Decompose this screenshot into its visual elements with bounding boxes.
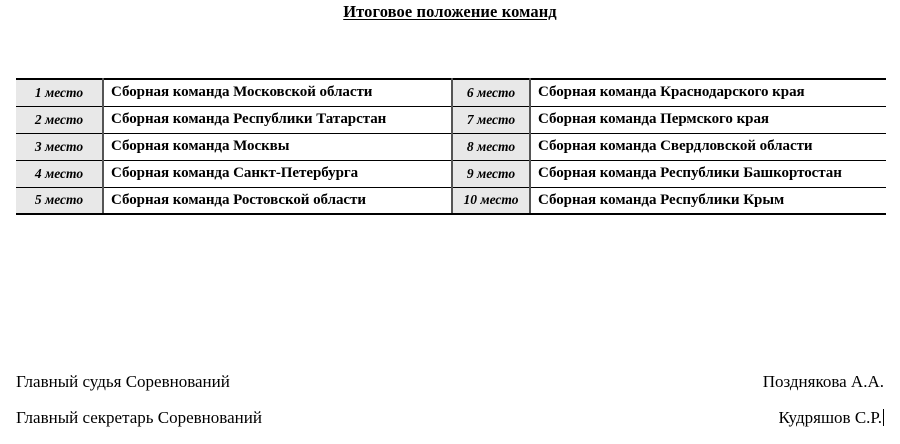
team-name-right: Сборная команда Краснодарского края <box>530 79 886 106</box>
signature-name-text: Кудряшов С.Р. <box>778 408 882 427</box>
table-row <box>16 79 886 106</box>
signature-name: Позднякова А.А. <box>762 372 884 391</box>
signature-block <box>16 372 884 444</box>
table-row <box>16 106 886 133</box>
team-name-right: Сборная команда Республики Крым <box>530 187 886 214</box>
place-label-right: 6 место <box>452 79 530 106</box>
table-row <box>16 133 886 160</box>
place-label-right: 10 место <box>452 187 530 214</box>
team-name-left: Сборная команда Московской области <box>103 79 452 106</box>
place-label-left: 4 место <box>16 160 103 187</box>
table-row <box>16 160 886 187</box>
team-name-right: Сборная команда Республики Башкортостан <box>530 160 886 187</box>
page-title-text: Итоговое положение команд <box>343 2 557 21</box>
place-label-right: 9 место <box>452 160 530 187</box>
place-label-left: 2 место <box>16 106 103 133</box>
team-name-right: Сборная команда Свердловской области <box>530 133 886 160</box>
page-title <box>0 2 900 22</box>
place-label-left: 3 место <box>16 133 103 160</box>
place-label-left: 1 место <box>16 79 103 106</box>
team-name-left: Сборная команда Ростовской области <box>103 187 452 214</box>
signature-row-chief-secretary <box>16 408 884 444</box>
standings-rows <box>16 79 886 214</box>
signature-row-chief-judge <box>16 372 884 408</box>
team-name-left: Сборная команда Санкт-Петербурга <box>103 160 452 187</box>
signature-role-label: Главный секретарь Соревнований <box>16 408 262 427</box>
place-label-left: 5 место <box>16 187 103 214</box>
signature-name-editable[interactable] <box>779 408 885 428</box>
team-name-left: Сборная команда Москвы <box>103 133 452 160</box>
place-label-right: 8 место <box>452 133 530 160</box>
final-standings-table <box>16 78 886 215</box>
text-cursor-caret <box>883 409 884 426</box>
table-row <box>16 187 886 214</box>
place-label-right: 7 место <box>452 106 530 133</box>
team-name-right: Сборная команда Пермского края <box>530 106 886 133</box>
signature-role-label: Главный судья Соревнований <box>16 372 230 391</box>
team-name-left: Сборная команда Республики Татарстан <box>103 106 452 133</box>
